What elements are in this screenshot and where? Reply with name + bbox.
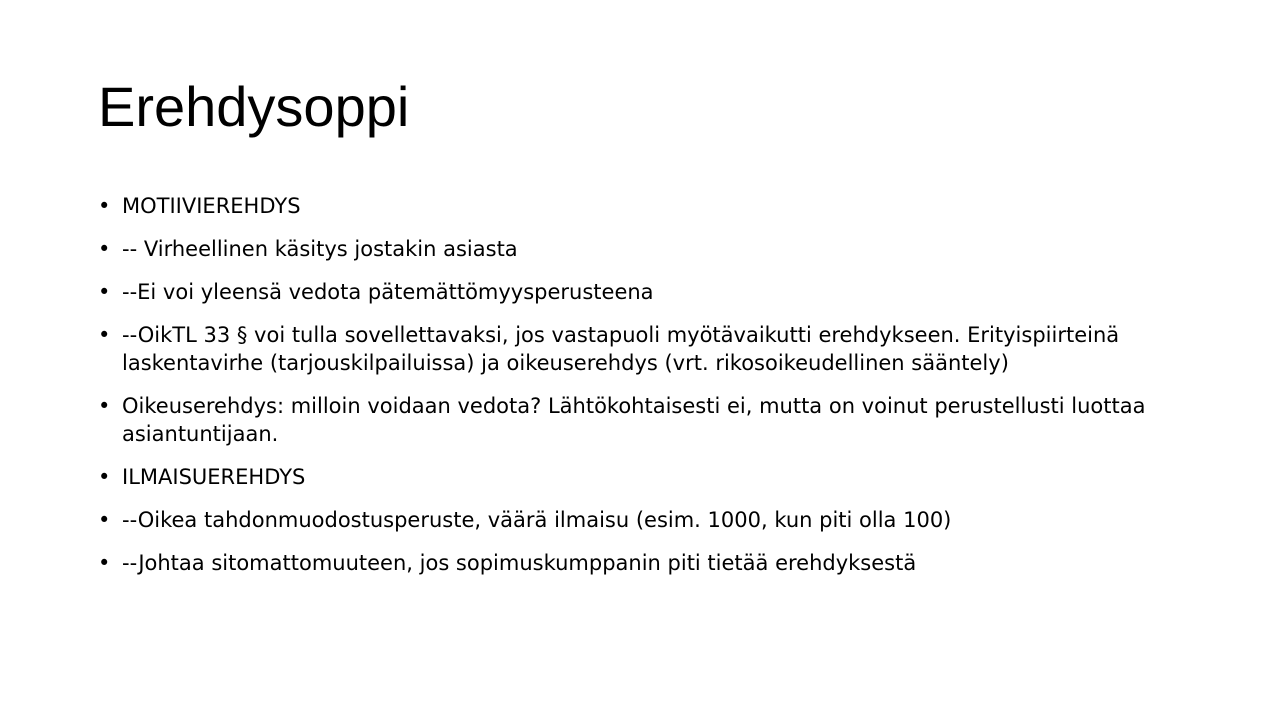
bullet-icon: •: [98, 465, 111, 489]
bullet-item: [98, 506, 1188, 534]
bullet-text: --OikTL 33 § voi tulla sovellettavaksi, jos vastapuoli myötävaikutti erehdykseen. Erityispiirteinä laskentavirhe (tarjouskilpailuissa) ja oikeuserehdys (vrt. rikosoikeudellinen sääntely): [122, 323, 1120, 375]
bullet-text: -- Virheellinen käsitys jostakin asiasta: [122, 237, 518, 261]
bullet-icon: •: [98, 323, 111, 347]
bullet-item: [98, 235, 1188, 263]
bullet-icon: •: [98, 194, 111, 218]
bullet-icon: •: [98, 237, 111, 261]
bullet-icon: •: [98, 551, 111, 575]
bullet-icon: •: [98, 508, 111, 532]
bullet-icon: •: [98, 394, 111, 418]
bullet-text: --Ei voi yleensä vedota pätemättömyysperusteena: [122, 280, 654, 304]
bullet-item: [98, 392, 1188, 448]
bullet-item: [98, 192, 1188, 220]
bullet-text: Oikeuserehdys: milloin voidaan vedota? Lähtökohtaisesti ei, mutta on voinut perustellusti luottaa asiantuntijaan.: [122, 394, 1146, 446]
bullet-icon: •: [98, 280, 111, 304]
bullet-item: [98, 278, 1188, 306]
bullet-text: MOTIIVIEREHDYS: [122, 194, 301, 218]
bullet-text: --Johtaa sitomattomuuteen, jos sopimuskumppanin piti tietää erehdyksestä: [122, 551, 917, 575]
bullet-item: [98, 463, 1188, 491]
bullet-text: --Oikea tahdonmuodostusperuste, väärä ilmaisu (esim. 1000, kun piti olla 100): [122, 508, 952, 532]
slide-title: Erehdysoppi: [98, 75, 410, 138]
bullet-item: [98, 549, 1188, 577]
bullet-item: [98, 321, 1188, 377]
bullet-text: ILMAISUEREHDYS: [122, 465, 306, 489]
bullet-list: [98, 192, 1188, 592]
